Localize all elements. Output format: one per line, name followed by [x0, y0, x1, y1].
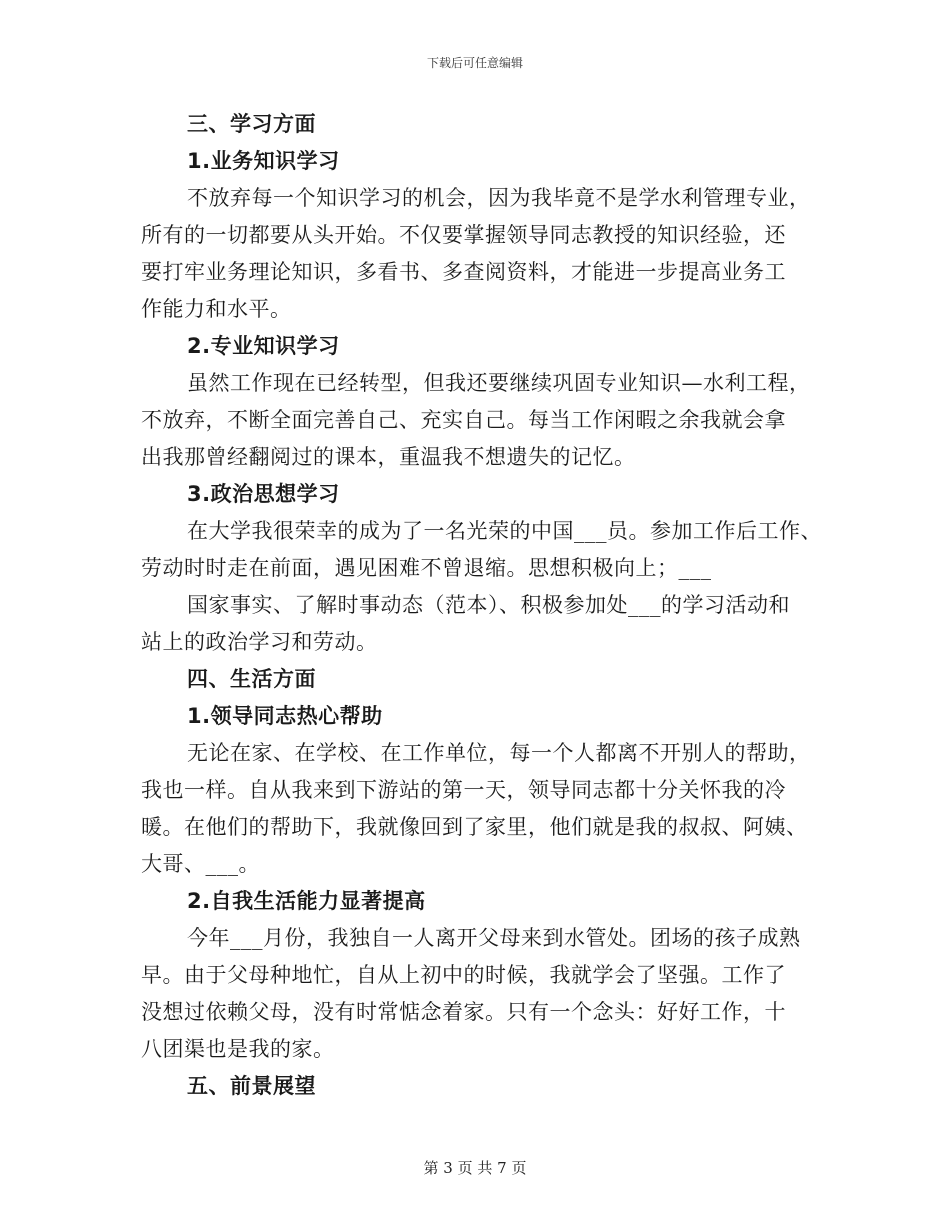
paragraph-line: 没想过依赖父母，没有时常惦念着家。只有一个念头：好好工作，十: [141, 1000, 786, 1024]
paragraph-line: 我也一样。自从我来到下游站的第一天，领导同志都十分关怀我的冷: [141, 778, 786, 802]
section-heading: 1.领导同志热心帮助: [187, 704, 383, 728]
paragraph-line: 劳动时时走在前面，遇见困难不曾退缩。思想积极向上；___: [141, 556, 712, 580]
section-heading: 2.自我生活能力显著提高: [187, 889, 426, 913]
paragraph-line: 不放弃，不断全面完善自己、充实自己。每当工作闲暇之余我就会拿: [141, 408, 786, 432]
section-heading: 五、前景展望: [187, 1074, 316, 1098]
section-heading: 2.专业知识学习: [187, 334, 340, 358]
paragraph-line: 国家事实、了解时事动态（范本）、积极参加处___的学习活动和: [187, 593, 790, 617]
paragraph-line: 作能力和水平。: [141, 297, 292, 321]
page-header: 下载后可任意编辑: [426, 56, 523, 70]
paragraph-line: 虽然工作现在已经转型，但我还要继续巩固专业知识—水利工程，: [187, 371, 811, 395]
paragraph-line: 所有的一切都要从头开始。不仅要掌握领导同志教授的知识经验，还: [141, 223, 786, 247]
paragraph-line: 站上的政治学习和劳动。: [141, 630, 378, 654]
paragraph-line: 暖。在他们的帮助下，我就像回到了家里，他们就是我的叔叔、阿姨、: [141, 815, 808, 839]
section-heading: 1.业务知识学习: [187, 149, 340, 173]
section-heading: 3.政治思想学习: [187, 482, 340, 506]
paragraph-line: 大哥、___。: [141, 852, 260, 876]
paragraph-line: 八团渠也是我的家。: [141, 1037, 335, 1061]
section-heading: 三、学习方面: [187, 112, 316, 136]
section-heading: 四、生活方面: [187, 667, 316, 691]
paragraph-line: 在大学我很荣幸的成为了一名光荣的中国___员。参加工作后工作、: [187, 519, 822, 543]
document-body: [141, 106, 831, 1105]
paragraph-line: 无论在家、在学校、在工作单位，每一个人都离不开别人的帮助，: [187, 741, 811, 765]
paragraph-line: 要打牢业务理论知识，多看书、多查阅资料，才能进一步提高业务工: [141, 260, 786, 284]
paragraph-line: 出我那曾经翻阅过的课本，重温我不想遗失的记忆。: [141, 445, 636, 469]
paragraph-line: 今年___月份，我独自一人离开父母来到水管处。团场的孩子成熟: [187, 926, 801, 950]
paragraph-line: 早。由于父母种地忙，自从上初中的时候，我就学会了坚强。工作了: [141, 963, 786, 987]
paragraph-line: 不放弃每一个知识学习的机会，因为我毕竟不是学水利管理专业，: [187, 186, 811, 210]
page-footer: 第 3 页 共 7 页: [423, 1159, 527, 1177]
